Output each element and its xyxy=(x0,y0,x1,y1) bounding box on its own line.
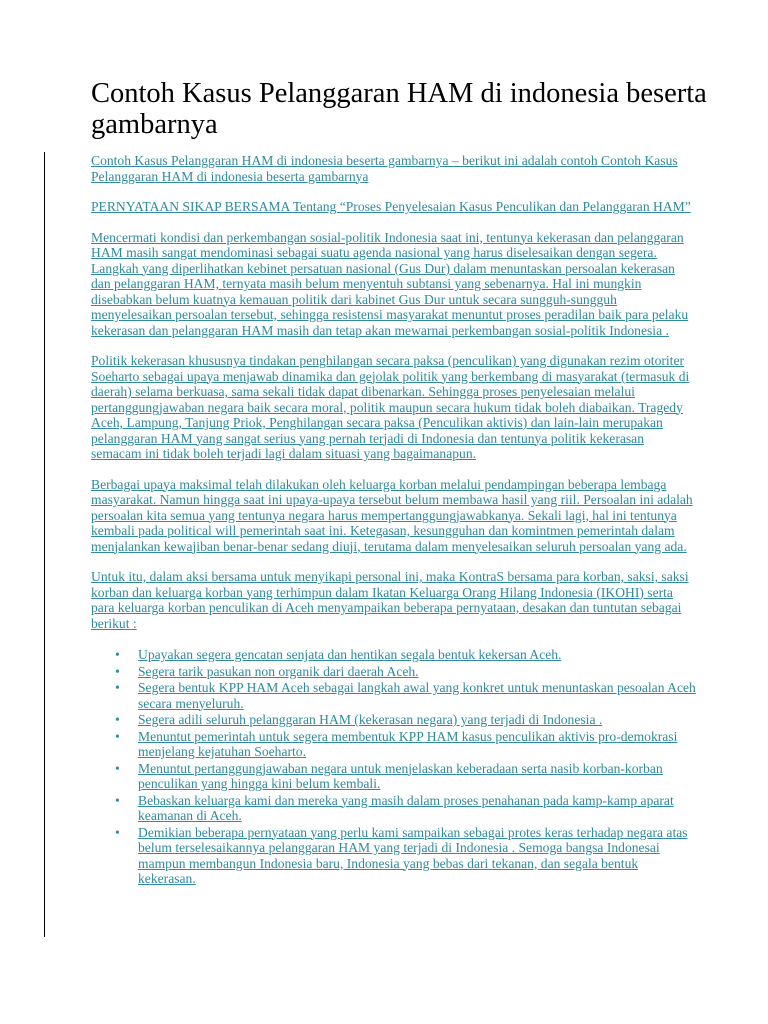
body-paragraph-2[interactable]: Politik kekerasan khususnya tindakan penghilangan secara paksa (penculikan) yang digunakan rezim otoriter Soeharto sebagai upaya menjawab dinamika dan gejolak politik yang berkembang di masyarakat (termasuk di daerah) selama berkuasa, sama sekali tidak dapat dibenarkan. Sehingga proses penyelesaian melalui pertanggungjawaban negara baik secara moral, politik maupun secara hukum tidak boleh diabaikan. Tragedy Aceh, Lampung, Tanjung Priok, Penghilangan secara paksa (Penculikan aktivis) dan lain-lain merupakan pelanggaran HAM yang sangat serius yang pernah terjadi di Indonesia dan tentunya politik kekerasan semacam ini tidak boleh terjadi lagi dalam situasi yang bagaimanapun. xyxy=(91,353,690,461)
list-item[interactable] xyxy=(115,647,696,663)
bullet-icon: • xyxy=(115,712,120,727)
bullet-icon: • xyxy=(115,760,120,776)
demands-list xyxy=(91,647,696,887)
list-item-text[interactable]: Menuntut pertanggungjawaban negara untuk menjelaskan keberadaan serta nasib korban-korban penculikan yang hingga kini belum kembali. xyxy=(138,760,663,791)
bullet-icon: • xyxy=(115,647,120,662)
list-item-text[interactable]: Demikian beberapa pernyataan yang perlu kami sampaikan sebagai protes keras terhadap negara atas belum terselesaikannya pelanggaran HAM yang terjadi di Indonesia . Semoga bangsa Indonesai mampun membangun Indonesia baru, Indonesia yang bebas dari tekanan, dan segala bentuk kekerasan. xyxy=(138,824,688,886)
list-item[interactable] xyxy=(115,761,696,792)
body-paragraph-4[interactable]: Untuk itu, dalam aksi bersama untuk menyikapi personal ini, maka KontraS bersama para korban, saksi, saksi korban dan keluarga korban yang terhimpun dalam Ikatan Keluarga Orang Hilang Indonesia (IKOHI) serta para keluarga korban penculikan di Aceh menyampaikan beberapa pernyataan, desakan dan tuntutan sebagai berikut : xyxy=(91,569,689,631)
list-item-text[interactable]: Segera adili seluruh pelanggaran HAM (kekerasan negara) yang terjadi di Indonesia . xyxy=(138,712,603,727)
intro-link-paragraph[interactable]: Contoh Kasus Pelanggaran HAM di indonesia beserta gambarnya – berikut ini adalah contoh Contoh Kasus Pelanggaran HAM di indonesia beserta gambarnya xyxy=(91,153,678,184)
bullet-icon: • xyxy=(115,728,120,744)
body-paragraph-3[interactable]: Berbagai upaya maksimal telah dilakukan oleh keluarga korban melalui pendampingan beberapa lembaga masyarakat. Namun hingga saat ini upaya-upaya tersebut belum membawa hasil yang riil. Persoalan ini adalah persoalan kita semua yang tentunya negara harus mempertanggungjawabkanya. Sekali lagi, hal ini tentunya kembali pada political will pemerintah saat ini. Ketegasan, kesungguhan dan komintmen pemerintah dalam menjalankan kewajiban benar-benar sedang diuji, terutama dalam menyelesaikan seluruh persoalan yang ada. xyxy=(91,476,693,554)
bullet-icon: • xyxy=(115,824,120,840)
body-paragraph-1[interactable]: Mencermati kondisi dan perkembangan sosial-politik Indonesia saat ini, tentunya kekerasan dan pelanggaran HAM masih sangat mendominasi sebagai suatu agenda nasional yang harus diselesaikan dengan segera. Langkah yang diperlihatkan kebinet persatuan nasional (Gus Dur) dalam menuntaskan persoalan kekerasan dan pelanggaran HAM, ternyata masih belum menyentuh subtansi yang sebenarnya. Hal ini mungkin disebabkan belum kuatnya kemauan politik dari kabinet Gus Dur untuk secara sungguh-sungguh menyelesaikan persoalan tersebut, sehingga resistensi masyarakat menuntut proses peradilan baik para pelaku kekerasan dan pelanggaran HAM masih dan tetap akan mewarnai perkembangan sosial-politik Indonesia . xyxy=(91,229,689,338)
list-item-text[interactable]: Upayakan segera gencatan senjata dan hentikan segala bentuk kekersan Aceh. xyxy=(138,647,562,662)
list-item[interactable] xyxy=(115,729,696,760)
list-item-text[interactable]: Bebaskan keluarga kami dan mereka yang masih dalam proses penahanan pada kamp-kamp aparat keamanan di Aceh. xyxy=(138,792,674,823)
list-item[interactable] xyxy=(115,712,696,728)
list-item[interactable] xyxy=(115,825,696,887)
list-item[interactable] xyxy=(115,664,696,680)
list-item-text[interactable]: Segera tarik pasukan non organik dari daerah Aceh. xyxy=(138,663,419,679)
bullet-icon: • xyxy=(115,680,120,695)
bullet-icon: • xyxy=(115,792,120,808)
list-item[interactable] xyxy=(115,680,696,711)
list-item-text[interactable]: Menuntut pemerintah untuk segera membentuk KPP HAM kasus penculikan aktivis pro-demokrasi menjelang kejatuhan Soeharto. xyxy=(138,728,678,759)
margin-rule xyxy=(44,152,45,937)
document-title: Contoh Kasus Pelanggaran HAM di indonesia beserta gambarnya xyxy=(91,78,707,140)
bullet-icon: • xyxy=(115,663,120,679)
list-item-text[interactable]: Segera bentuk KPP HAM Aceh sebagai langkah awal yang konkret untuk menuntaskan pesoalan Aceh secara menyeluruh. xyxy=(138,680,696,711)
statement-heading-link[interactable]: PERNYATAAN SIKAP BERSAMA Tentang “Proses Penyelesaian Kasus Penculikan dan Pelanggaran HAM” xyxy=(91,199,691,214)
document-body xyxy=(91,153,696,888)
list-item[interactable] xyxy=(115,793,696,824)
